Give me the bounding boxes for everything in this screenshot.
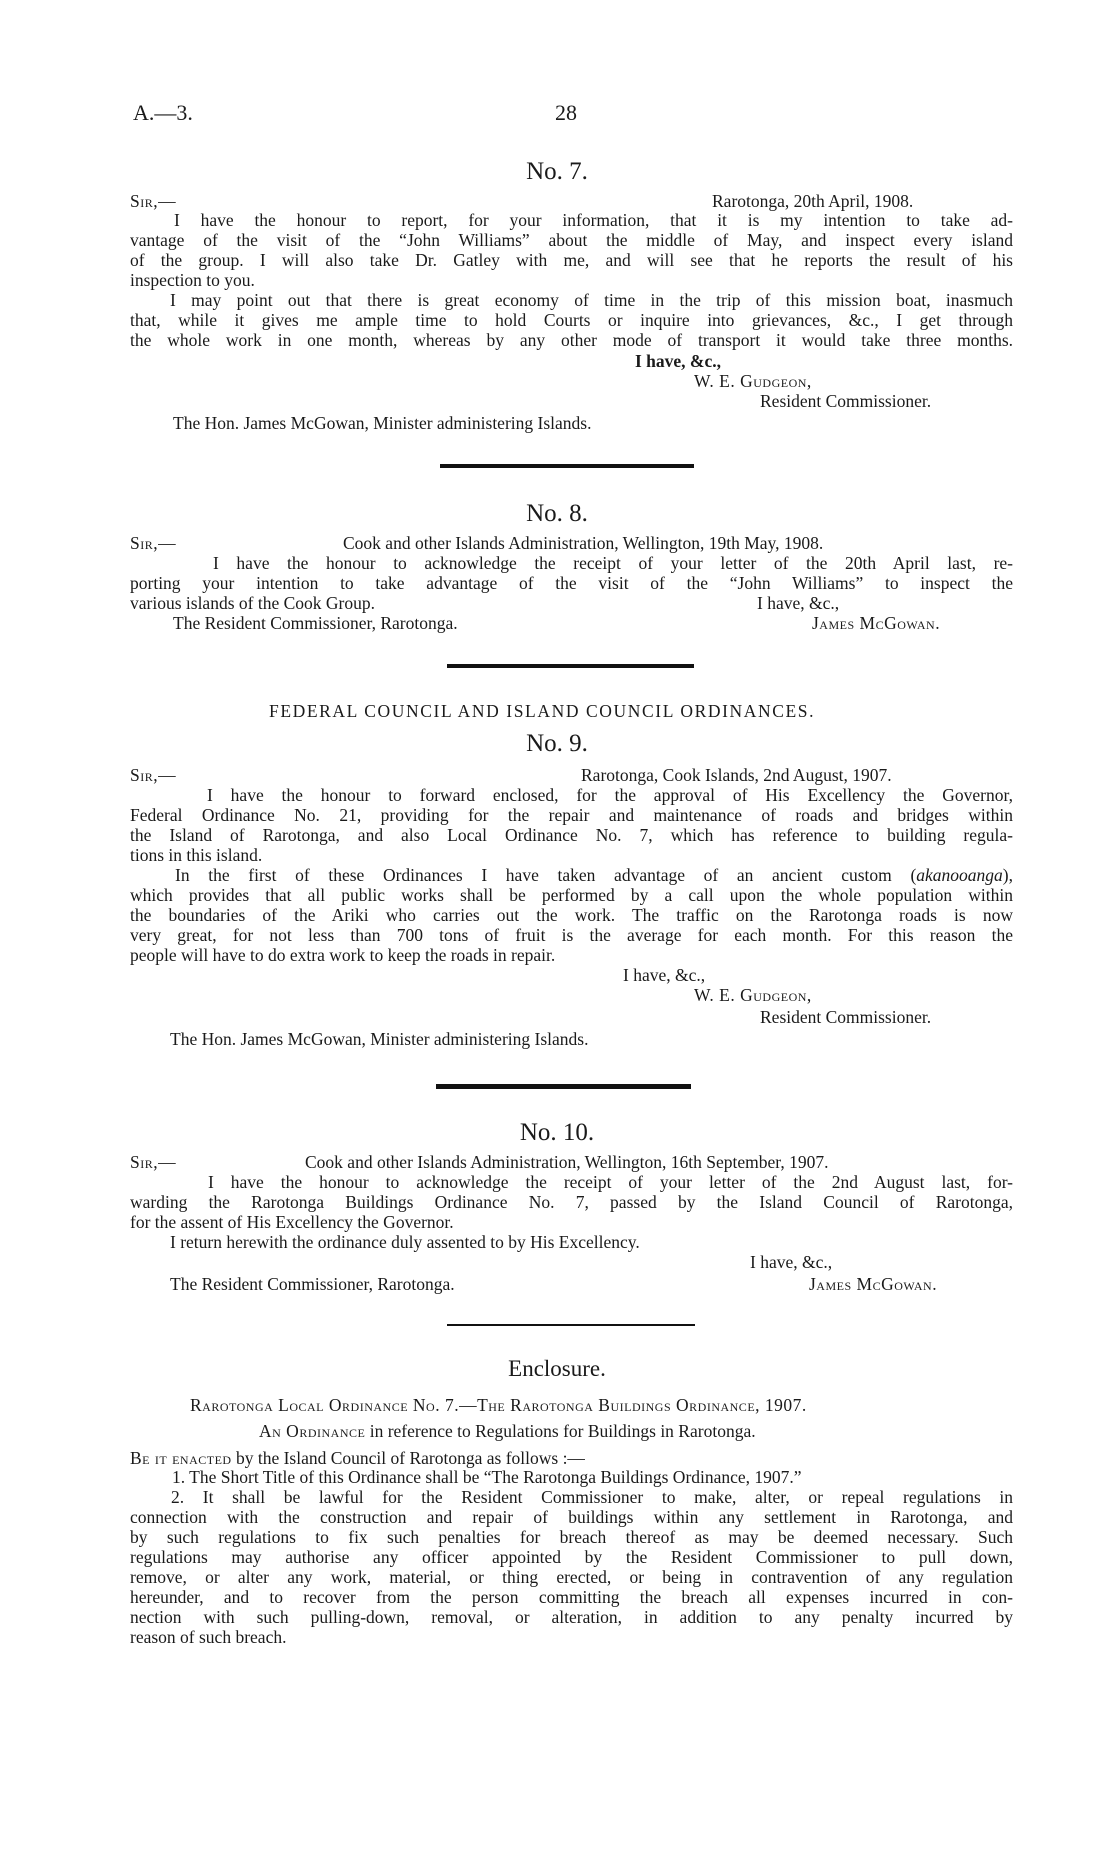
letter-10-closing: I have, &c.,	[750, 1252, 833, 1272]
letter-10-p2: I return herewith the ordinance duly assented to by His Excellency.	[170, 1232, 640, 1252]
letter-10-addressee: The Resident Commissioner, Rarotonga.	[170, 1274, 455, 1294]
letter-7-p2-line: the whole work in one month, whereas by any other mode of transport it would take three months.	[130, 330, 1013, 350]
letter-9-p1-line: Federal Ordinance No. 21, providing for the repair and maintenance of roads and bridges within	[130, 805, 1013, 825]
letter-9-p2-first-line	[130, 865, 1013, 885]
letter-10-signer: James McGowan.	[809, 1274, 938, 1294]
letter-7-addressee: The Hon. James McGowan, Minister administering Islands.	[173, 413, 592, 433]
letter-7-heading: No. 7.	[526, 158, 588, 185]
enacting-clause-label: Be it enacted	[130, 1448, 232, 1468]
letter-7-place-date: Rarotonga, 20th April, 1908.	[712, 191, 914, 211]
letter-10-p1-line: warding the Rarotonga Buildings Ordinance No. 7, passed by the Island Council of Rarotonga,	[130, 1192, 1013, 1212]
letter-7-p1-line: vantage of the visit of the “John Williams” about the middle of May, and inspect every island	[130, 230, 1013, 250]
section-divider	[447, 1324, 695, 1326]
clause-2-line: regulations may authorise any officer appointed by the Resident Commissioner to pull down,	[130, 1547, 1013, 1567]
letter-8-salutation: Sir,—	[130, 533, 177, 553]
section-divider	[440, 464, 694, 468]
clause-2-line: hereunder, and to recover from the person committing the breach all expenses incurred in con-	[130, 1587, 1013, 1607]
letter-8-p1-line: porting your intention to take advantage of the visit of the “John Williams” to inspect the	[130, 573, 1013, 593]
letter-7-p1-line: inspection to you.	[130, 270, 255, 290]
letter-9-signer: W. E. Gudgeon,	[694, 985, 812, 1005]
letter-9-p2-text: ),	[1002, 865, 1013, 885]
letter-9-p2-line: very great, for not less than 700 tons of fruit is the average for each month. For this reason the	[130, 925, 1013, 945]
letter-7-closing: I have, &c.,	[635, 351, 722, 371]
ordinance-title: Rarotonga Local Ordinance No. 7.—The Rarotonga Buildings Ordinance, 1907.	[190, 1395, 807, 1415]
letter-9-salutation: Sir,—	[130, 765, 177, 785]
letter-7-p2-line: that, while it gives me ample time to hold Courts or inquire into grievances, &c., I get through	[130, 310, 1013, 330]
letter-9-p1-line: I have the honour to forward enclosed, for the approval of His Excellency the Governor,	[207, 785, 1013, 805]
ordinance-intro-label: An Ordinance	[259, 1421, 366, 1441]
letter-9-p2-line: the boundaries of the Ariki who carries out the work. The traffic on the Rarotonga roads is now	[130, 905, 1013, 925]
letter-9-p2-text: In the first of these Ordinances I have taken advantage of an ancient custom (	[175, 865, 917, 885]
ordinance-intro	[259, 1421, 756, 1441]
clause-2-line: 2. It shall be lawful for the Resident Commissioner to make, alter, or repeal regulations in	[171, 1487, 1013, 1507]
clause-2-line: reason of such breach.	[130, 1627, 287, 1647]
letter-10-heading: No. 10.	[519, 1119, 595, 1146]
enclosure-heading: Enclosure.	[508, 1356, 606, 1381]
letter-7-p1-line: of the group. I will also take Dr. Gatley with me, and will see that he reports the result of his	[130, 250, 1013, 270]
letter-9-p1-line: tions in this island.	[130, 845, 263, 865]
letter-9-place-date: Rarotonga, Cook Islands, 2nd August, 1907.	[581, 765, 892, 785]
letter-7-salutation: Sir,—	[130, 191, 177, 211]
letter-8-place-date: Cook and other Islands Administration, Wellington, 19th May, 1908.	[343, 533, 824, 553]
document-reference: A.—3.	[133, 100, 193, 125]
letter-10-salutation: Sir,—	[130, 1152, 177, 1172]
section-divider	[436, 1084, 691, 1089]
clause-2-line: connection with the construction and repair of buildings within any settlement in Rarotonga, and	[130, 1507, 1013, 1527]
section-title: FEDERAL COUNCIL AND ISLAND COUNCIL ORDINANCES.	[269, 701, 816, 721]
letter-7-p2-line: I may point out that there is great economy of time in the trip of this mission boat, inasmuch	[170, 290, 1013, 310]
letter-7-signer-title: Resident Commissioner.	[760, 391, 932, 411]
letter-9-heading: No. 9.	[526, 730, 588, 757]
letter-9-p2-line: which provides that all public works shall be performed by a call upon the whole population within	[130, 885, 1013, 905]
letter-7-p1-line: I have the honour to report, for your information, that it is my intention to take ad-	[174, 210, 1013, 230]
clause-2-line: by such regulations to fix such penalties for breach thereof as may be deemed necessary. Such	[130, 1527, 1013, 1547]
page-number: 28	[555, 100, 577, 125]
enacting-clause-text: by the Island Council of Rarotonga as follows :—	[231, 1448, 585, 1468]
letter-8-signer: James McGowan.	[812, 613, 941, 633]
clause-2-line: remove, or alter any work, material, or thing erected, or being in contravention of any regulation	[130, 1567, 1013, 1587]
ordinance-intro-text: in reference to Regulations for Buildings in Rarotonga.	[365, 1421, 756, 1441]
section-divider	[447, 664, 694, 668]
enacting-clause	[130, 1448, 585, 1468]
letter-8-addressee: The Resident Commissioner, Rarotonga.	[173, 613, 458, 633]
letter-8-p1-line: various islands of the Cook Group.	[130, 593, 375, 613]
letter-9-addressee: The Hon. James McGowan, Minister administering Islands.	[170, 1029, 589, 1049]
letter-9-p2-line: people will have to do extra work to keep the roads in repair.	[130, 945, 556, 965]
letter-9-p1-line: the Island of Rarotonga, and also Local Ordinance No. 7, which has reference to building regula-	[130, 825, 1013, 845]
letter-9-closing: I have, &c.,	[623, 965, 706, 985]
letter-9-signer-title: Resident Commissioner.	[760, 1007, 932, 1027]
letter-7-signer: W. E. Gudgeon,	[694, 371, 812, 391]
clause-1: 1. The Short Title of this Ordinance shall be “The Rarotonga Buildings Ordinance, 1907.”	[172, 1467, 802, 1487]
letter-9-p2-italic: akanooanga	[916, 865, 1003, 885]
letter-8-heading: No. 8.	[526, 500, 588, 527]
letter-8-p1-line: I have the honour to acknowledge the receipt of your letter of the 20th April last, re-	[213, 553, 1013, 573]
letter-10-p1-line: I have the honour to acknowledge the receipt of your letter of the 2nd August last, for-	[208, 1172, 1013, 1192]
clause-2-line: nection with such pulling-down, removal, or alteration, in addition to any penalty incurred by	[130, 1607, 1013, 1627]
letter-8-closing: I have, &c.,	[757, 593, 840, 613]
letter-10-place-date: Cook and other Islands Administration, Wellington, 16th September, 1907.	[305, 1152, 829, 1172]
letter-10-p1-line: for the assent of His Excellency the Governor.	[130, 1212, 454, 1232]
